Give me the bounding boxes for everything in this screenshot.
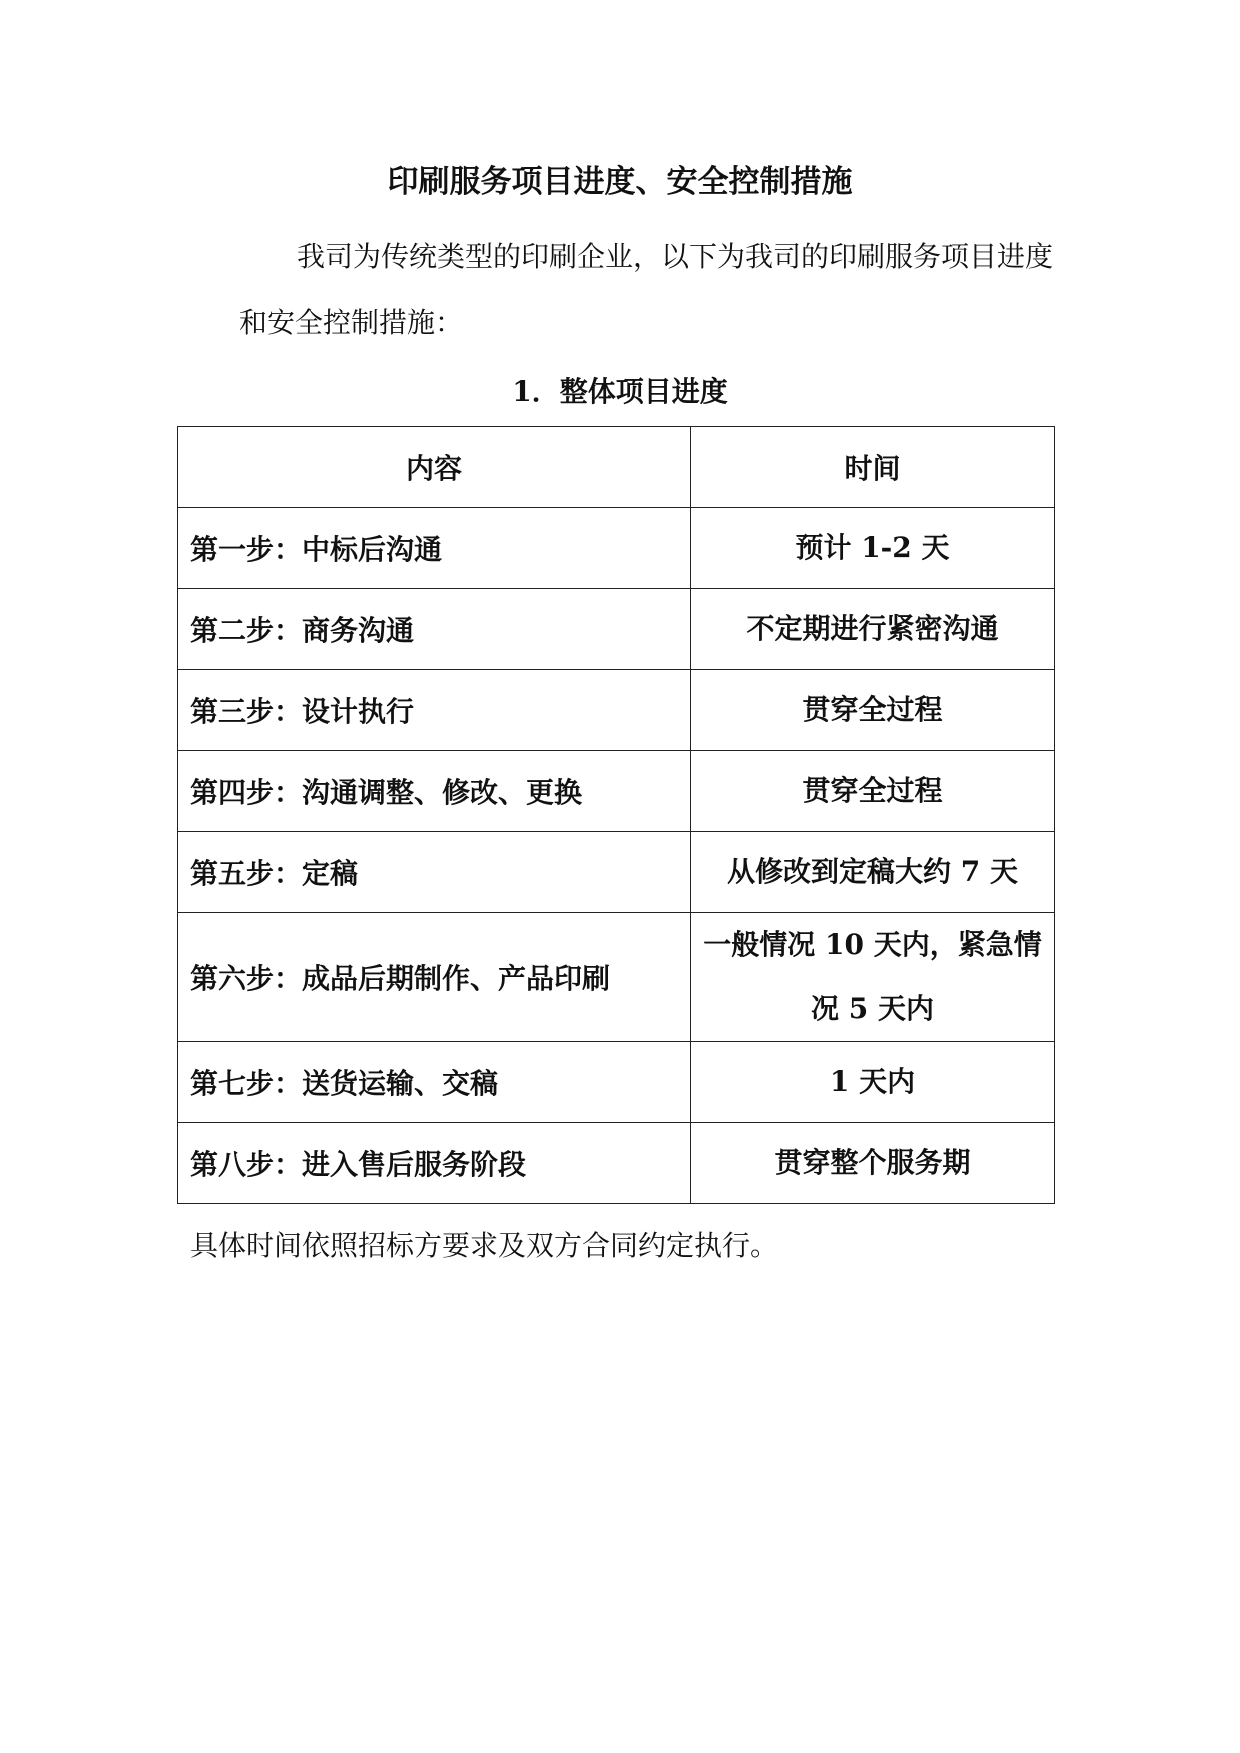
section-title: 1．整体项目进度 (512, 375, 728, 408)
header-content: 内容 (178, 427, 691, 508)
schedule-table (177, 426, 1055, 1204)
table-row (178, 670, 1055, 751)
row-time: 一般情况 10 天内，紧急情况 5 天内 (691, 913, 1055, 1042)
row-time: 不定期进行紧密沟通 (691, 589, 1055, 670)
table-header-row (178, 427, 1055, 508)
document-title: 印刷服务项目进度、安全控制措施 (387, 164, 853, 200)
table-row (178, 1042, 1055, 1123)
row-content: 第八步：进入售后服务阶段 (178, 1123, 691, 1204)
intro-paragraph: 我司为传统类型的印刷企业，以下为我司的印刷服务项目进度和安全控制措施： (239, 240, 1054, 339)
row-content: 第三步：设计执行 (178, 670, 691, 751)
row-time: 贯穿全过程 (691, 751, 1055, 832)
row-content: 第二步：商务沟通 (178, 589, 691, 670)
row-time: 预计 1-2 天 (691, 508, 1055, 589)
table-row (178, 589, 1055, 670)
footnote: 具体时间依照招标方要求及双方合同约定执行。 (190, 1229, 779, 1262)
table-row (178, 832, 1055, 913)
row-content: 第七步：送货运输、交稿 (178, 1042, 691, 1123)
row-time: 贯穿整个服务期 (691, 1123, 1055, 1204)
table-row (178, 913, 1055, 1042)
header-time: 时间 (691, 427, 1055, 508)
table-row (178, 1123, 1055, 1204)
row-time: 1 天内 (691, 1042, 1055, 1123)
row-content: 第六步：成品后期制作、产品印刷 (178, 913, 691, 1042)
row-content: 第一步：中标后沟通 (178, 508, 691, 589)
row-time: 从修改到定稿大约 7 天 (691, 832, 1055, 913)
row-content: 第五步：定稿 (178, 832, 691, 913)
row-time: 贯穿全过程 (691, 670, 1055, 751)
table-row (178, 508, 1055, 589)
table-row (178, 751, 1055, 832)
row-content: 第四步：沟通调整、修改、更换 (178, 751, 691, 832)
